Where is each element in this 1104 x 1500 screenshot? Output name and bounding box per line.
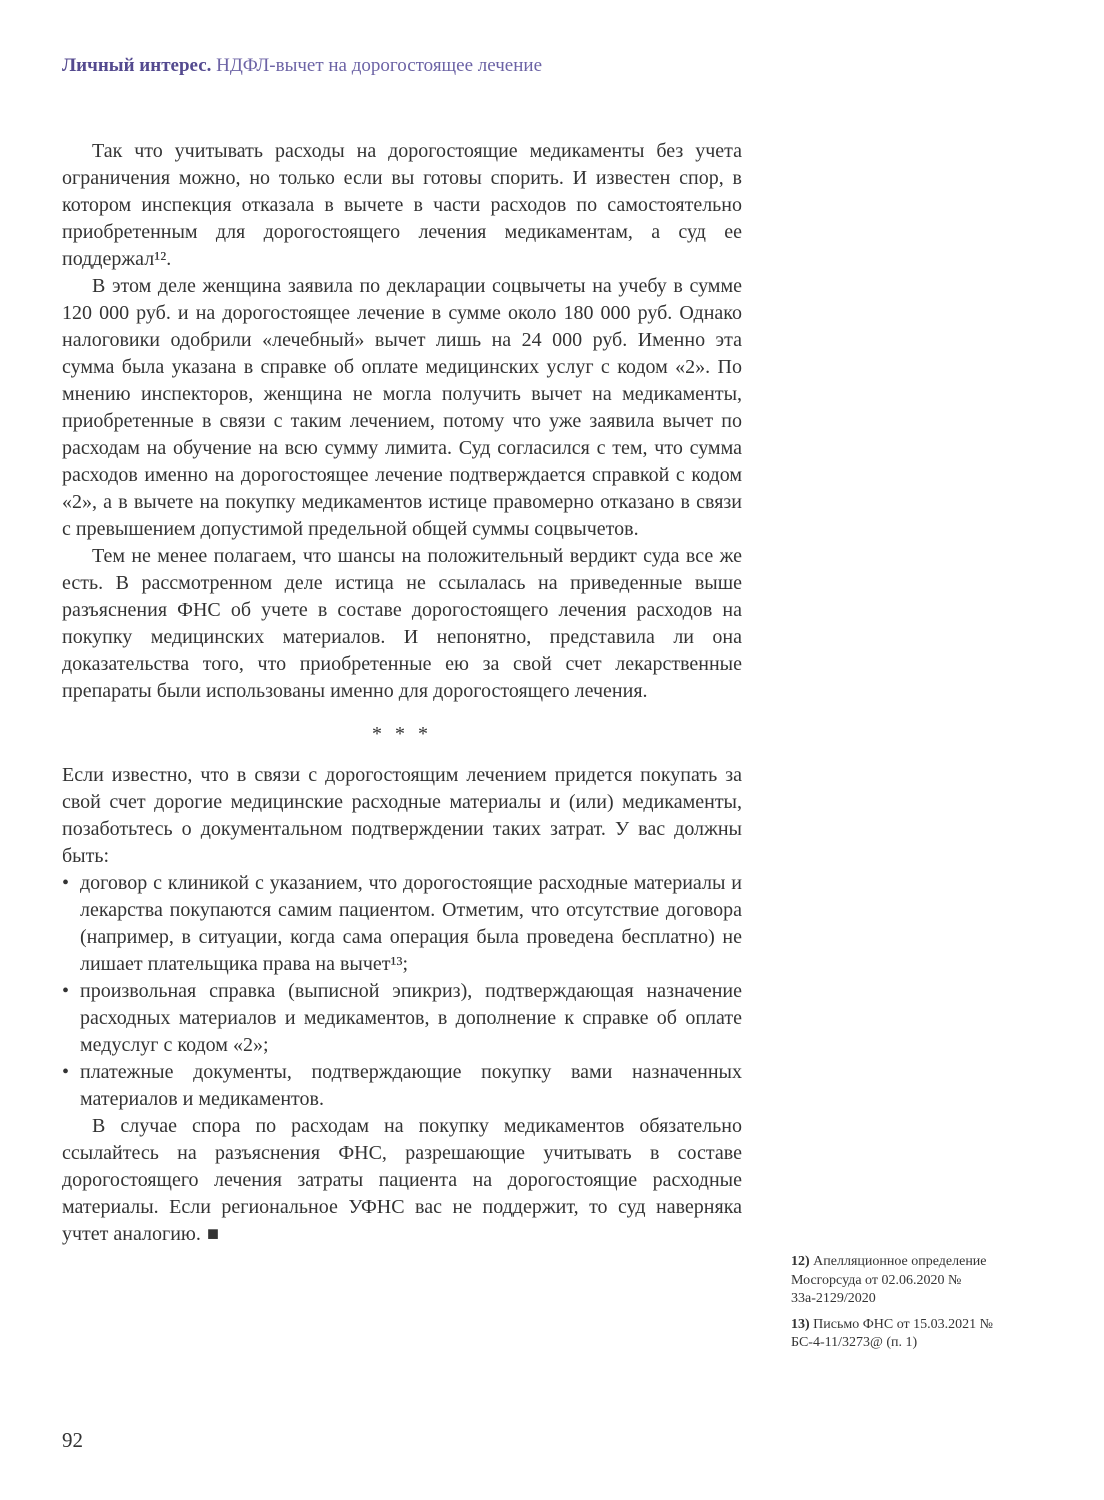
list-item: [62, 870, 742, 978]
list-item-text: договор с клиникой с указанием, что дорогостоящие расходные материалы и лекарства покупаются самим пациентом. Отметим, что отсутствие договора (например, в ситуации, когда сама операция была проведена бесплатно) не лишает плательщика права на вычет¹³;: [80, 872, 742, 975]
footnote-13: [791, 1316, 1023, 1353]
footnote-text: Письмо ФНС от 15.03.2021 № БС-4-11/3273@ (п. 1): [791, 1316, 994, 1350]
footnote-marker: 12): [791, 1254, 810, 1269]
footnote-12: [791, 1253, 1023, 1309]
footnotes-sidebar: [791, 1253, 1023, 1360]
footnote-text: Апелляционное определение Мосгорсуда от 02.06.2020 № 33а-2129/2020: [791, 1254, 987, 1306]
page-header: [62, 54, 962, 78]
end-mark: ■: [206, 1223, 219, 1245]
section-separator: * * *: [372, 723, 432, 745]
list-item: [62, 1059, 742, 1113]
bullet-glyph: •: [62, 1061, 70, 1083]
page-number: 92: [62, 1428, 83, 1452]
bullet-glyph: •: [62, 872, 70, 894]
paragraph-3: Тем не менее полагаем, что шансы на положительный вердикт суда все же есть. В рассмотренном деле истица не ссылалась на приведенные выше разъяснения ФНС об учете в составе дорогостоящего лечения расходов на покупку медицинских материалов. И непонятно, представила ли она доказательства того, что приобретенные ею за свой счет лекарственные препараты были использованы именно для дорогостоящего лечения.: [62, 545, 742, 702]
article-body: [62, 138, 742, 1248]
paragraph-2: В этом деле женщина заявила по декларации соцвычеты на учебу в сумме 120 000 руб. и на дорогостоящее лечение в сумме около 180 000 руб. Однако налоговики одобрили «лечебный» вычет лишь на 24 000 руб. Именно эта сумма была указана в справке об оплате медицинских услуг с кодом «2». По мнению инспекторов, женщина не могла получить вычет на медикаменты, приобретенные в связи с таким лечением, потому что уже заявила вычет по расходам на обучение на всю сумму лимита. Суд согласился с тем, что сумма расходов именно на дорогостоящее лечение подтверждается справкой с кодом «2», а в вычете на покупку медикаментов истице правомерно отказано в связи с превышением допустимой предельной общей суммы соцвычетов.: [62, 275, 742, 540]
closing-text: В случае спора по расходам на покупку медикаментов обязательно ссылайтесь на разъяснения ФНС, разрешающие учитывать в составе дорогостоящего лечения затраты пациента на дорогостоящие расходные материалы. Если региональное УФНС вас не поддержит, то суд наверняка учтет аналогию.: [62, 1115, 742, 1245]
rubric-subtitle: НДФЛ-вычет на дорогостоящее лечение: [216, 55, 543, 76]
paragraph-intro: Если известно, что в связи с дорогостоящим лечением придется покупать за свой счет дорогие медицинские расходные материалы и (или) медикаменты, позаботьтесь о документальном подтверждении таких затрат. У вас должны быть:: [62, 764, 742, 867]
paragraph-1: Так что учитывать расходы на дорогостоящие медикаменты без учета ограничения можно, но только если вы готовы спорить. И известен спор, в котором инспекция отказала в вычете в части расходов по самостоятельно приобретенным для дорогостоящего лечения медикаментам, а суд ее поддержал¹².: [62, 140, 742, 270]
list-item-text: платежные документы, подтверждающие покупку вами назначенных материалов и медикаментов.: [80, 1061, 742, 1110]
list-item-text: произвольная справка (выписной эпикриз), подтверждающая назначение расходных материалов и медикаментов, в дополнение к справке об оплате медуслуг с кодом «2»;: [80, 980, 742, 1056]
footnote-marker: 13): [791, 1316, 810, 1332]
list-item: [62, 978, 742, 1059]
bullet-list: [62, 870, 742, 1113]
closing-paragraph: [62, 1113, 742, 1248]
bullet-glyph: •: [62, 980, 70, 1002]
rubric-title: Личный интерес.: [62, 55, 212, 76]
